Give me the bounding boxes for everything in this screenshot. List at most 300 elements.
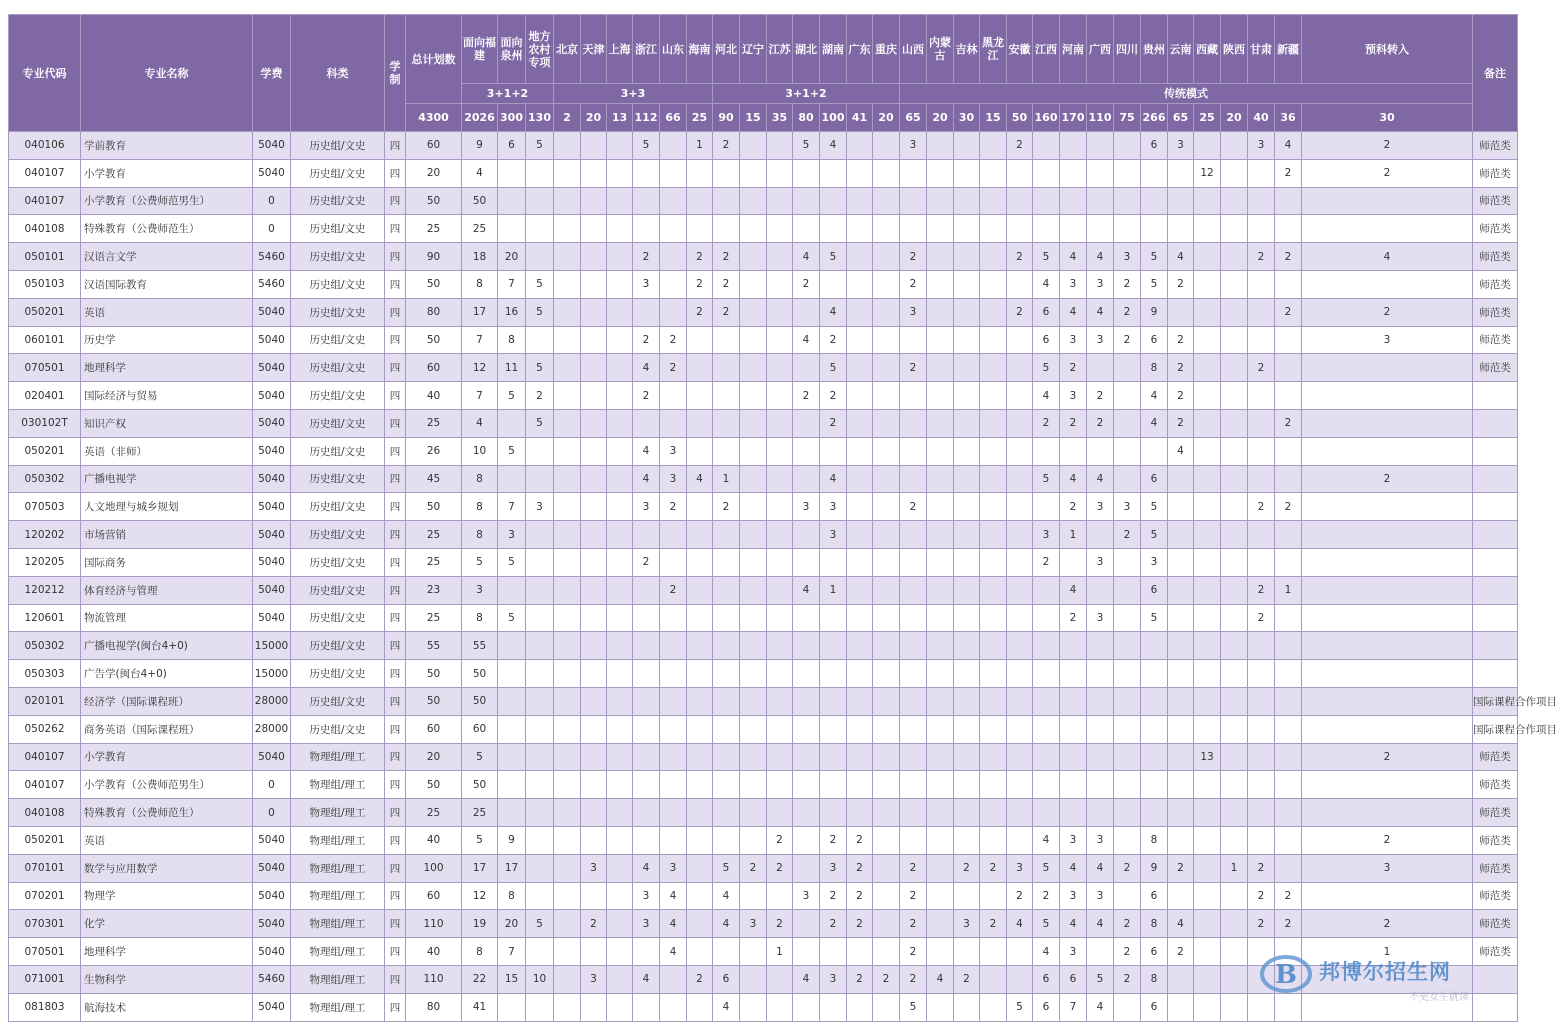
table-cell bbox=[793, 298, 820, 326]
table-cell bbox=[740, 687, 767, 715]
table-cell bbox=[900, 437, 927, 465]
table-cell bbox=[1221, 576, 1248, 604]
table-cell: 4 bbox=[1060, 576, 1087, 604]
table-cell bbox=[1221, 132, 1248, 160]
table-cell: 5 bbox=[498, 437, 526, 465]
header-column: 江苏 bbox=[767, 15, 793, 84]
table-cell: 50 bbox=[406, 493, 462, 521]
table-cell: 80 bbox=[406, 298, 462, 326]
table-cell: 7 bbox=[462, 382, 498, 410]
table-cell: 经济学（国际课程班） bbox=[81, 687, 253, 715]
table-cell: 2 bbox=[1168, 326, 1194, 354]
table-cell: 5 bbox=[1033, 854, 1060, 882]
table-cell: 050103 bbox=[9, 270, 81, 298]
table-cell bbox=[873, 604, 900, 632]
table-cell bbox=[873, 826, 900, 854]
table-cell: 3 bbox=[1060, 826, 1087, 854]
table-cell bbox=[1033, 215, 1060, 243]
table-cell: 2 bbox=[687, 270, 713, 298]
table-cell bbox=[660, 187, 687, 215]
table-cell: 2 bbox=[1033, 409, 1060, 437]
header-column: 预科转入 bbox=[1302, 15, 1473, 84]
table-cell: 6 bbox=[1141, 326, 1168, 354]
table-cell bbox=[1007, 771, 1033, 799]
table-cell: 2 bbox=[1007, 298, 1033, 326]
table-cell: 4 bbox=[793, 965, 820, 993]
table-cell bbox=[713, 409, 740, 437]
table-cell: 4 bbox=[820, 465, 847, 493]
table-cell: 3 bbox=[820, 521, 847, 549]
table-cell bbox=[687, 771, 713, 799]
table-cell bbox=[793, 854, 820, 882]
table-cell: 2 bbox=[820, 910, 847, 938]
table-cell bbox=[767, 576, 793, 604]
table-cell: 2 bbox=[1114, 910, 1141, 938]
table-cell bbox=[526, 799, 554, 827]
table-cell bbox=[847, 799, 873, 827]
table-cell bbox=[554, 826, 581, 854]
table-cell: 2 bbox=[1168, 854, 1194, 882]
table-cell bbox=[767, 771, 793, 799]
table-cell: 四 bbox=[385, 938, 406, 966]
table-cell bbox=[1060, 548, 1087, 576]
table-cell bbox=[1007, 938, 1033, 966]
table-cell: 四 bbox=[385, 771, 406, 799]
table-cell bbox=[633, 799, 660, 827]
table-cell bbox=[660, 799, 687, 827]
table-cell: 2 bbox=[900, 354, 927, 382]
table-cell bbox=[767, 243, 793, 271]
table-body bbox=[9, 132, 1557, 1022]
table-cell bbox=[1302, 799, 1473, 827]
table-cell bbox=[1221, 243, 1248, 271]
table-cell: 040107 bbox=[9, 771, 81, 799]
table-cell bbox=[767, 687, 793, 715]
table-cell bbox=[927, 882, 954, 910]
table-cell: 3 bbox=[820, 493, 847, 521]
table-cell bbox=[1248, 159, 1275, 187]
table-cell bbox=[554, 159, 581, 187]
table-cell: 2 bbox=[820, 382, 847, 410]
table-cell bbox=[633, 771, 660, 799]
table-cell: 6 bbox=[1141, 882, 1168, 910]
table-cell: 19 bbox=[462, 910, 498, 938]
table-cell bbox=[1248, 799, 1275, 827]
table-cell bbox=[581, 632, 607, 660]
table-cell: 6 bbox=[1141, 132, 1168, 160]
table-cell: 8 bbox=[462, 270, 498, 298]
table-cell: 3 bbox=[526, 493, 554, 521]
table-cell bbox=[1194, 548, 1221, 576]
table-cell: 2 bbox=[873, 965, 900, 993]
table-cell bbox=[660, 604, 687, 632]
table-cell: 1 bbox=[1221, 854, 1248, 882]
table-cell bbox=[873, 715, 900, 743]
table-cell: 5 bbox=[820, 354, 847, 382]
header-column: 山东 bbox=[660, 15, 687, 84]
table-cell: 英语 bbox=[81, 298, 253, 326]
table-cell bbox=[526, 826, 554, 854]
table-cell bbox=[1007, 354, 1033, 382]
table-cell bbox=[1114, 132, 1141, 160]
table-cell: 历史组/文史 bbox=[291, 409, 385, 437]
table-cell: 四 bbox=[385, 215, 406, 243]
table-cell bbox=[1087, 771, 1114, 799]
table-cell bbox=[607, 882, 633, 910]
header-column: 四川 bbox=[1114, 15, 1141, 84]
table-cell: 2 bbox=[954, 965, 980, 993]
table-cell bbox=[980, 993, 1007, 1021]
table-cell bbox=[980, 409, 1007, 437]
table-cell bbox=[1060, 687, 1087, 715]
table-cell bbox=[793, 465, 820, 493]
table-cell bbox=[633, 687, 660, 715]
table-cell bbox=[526, 465, 554, 493]
header-column: 甘肃 bbox=[1248, 15, 1275, 84]
table-cell: 国际课程合作项目 bbox=[1473, 687, 1518, 715]
table-cell: 5040 bbox=[253, 548, 291, 576]
table-cell: 国际经济与贸易 bbox=[81, 382, 253, 410]
table-cell: 5 bbox=[713, 854, 740, 882]
header-subtotal: 20 bbox=[1221, 104, 1248, 132]
table-cell: 四 bbox=[385, 910, 406, 938]
table-cell bbox=[633, 576, 660, 604]
table-cell bbox=[740, 993, 767, 1021]
table-cell: 航海技术 bbox=[81, 993, 253, 1021]
table-cell: 1 bbox=[1275, 576, 1302, 604]
table-cell bbox=[498, 743, 526, 771]
table-cell: 物理组/理工 bbox=[291, 882, 385, 910]
table-cell: 5 bbox=[526, 354, 554, 382]
table-cell bbox=[581, 493, 607, 521]
table-cell: 2 bbox=[1302, 910, 1473, 938]
table-cell bbox=[927, 854, 954, 882]
table-cell bbox=[1114, 382, 1141, 410]
table-cell bbox=[740, 826, 767, 854]
table-cell bbox=[847, 771, 873, 799]
table-cell: 5460 bbox=[253, 965, 291, 993]
table-cell bbox=[820, 604, 847, 632]
table-cell bbox=[1275, 826, 1302, 854]
table-cell: 120202 bbox=[9, 521, 81, 549]
header-subtotal: 30 bbox=[1302, 104, 1473, 132]
table-cell bbox=[633, 715, 660, 743]
table-cell: 8 bbox=[1141, 965, 1168, 993]
table-cell bbox=[740, 409, 767, 437]
table-cell bbox=[633, 521, 660, 549]
table-cell: 四 bbox=[385, 298, 406, 326]
table-cell bbox=[554, 604, 581, 632]
table-cell bbox=[1194, 604, 1221, 632]
table-cell: 5040 bbox=[253, 132, 291, 160]
table-cell bbox=[554, 132, 581, 160]
table-cell: 60 bbox=[406, 715, 462, 743]
table-cell bbox=[1248, 465, 1275, 493]
table-cell bbox=[713, 771, 740, 799]
table-cell bbox=[1221, 938, 1248, 966]
table-cell: 040106 bbox=[9, 132, 81, 160]
table-cell: 2 bbox=[581, 910, 607, 938]
table-cell: 3 bbox=[633, 270, 660, 298]
table-cell bbox=[633, 409, 660, 437]
table-cell: 2 bbox=[713, 132, 740, 160]
table-cell bbox=[687, 743, 713, 771]
table-cell: 5 bbox=[793, 132, 820, 160]
table-cell bbox=[767, 465, 793, 493]
header-column: 浙江 bbox=[633, 15, 660, 84]
table-cell bbox=[1007, 409, 1033, 437]
table-cell bbox=[740, 771, 767, 799]
table-cell: 13 bbox=[1194, 743, 1221, 771]
table-cell: 5 bbox=[1033, 465, 1060, 493]
table-cell: 4 bbox=[1168, 910, 1194, 938]
table-cell: 2 bbox=[820, 826, 847, 854]
table-cell: 45 bbox=[406, 465, 462, 493]
table-cell: 2 bbox=[1007, 882, 1033, 910]
table-cell: 8 bbox=[1141, 910, 1168, 938]
table-cell bbox=[526, 604, 554, 632]
table-cell: 2 bbox=[1114, 854, 1141, 882]
table-cell bbox=[1114, 771, 1141, 799]
table-cell: 物理组/理工 bbox=[291, 799, 385, 827]
table-cell: 040107 bbox=[9, 743, 81, 771]
table-cell: 5 bbox=[498, 382, 526, 410]
table-cell: 8 bbox=[462, 465, 498, 493]
table-cell bbox=[873, 159, 900, 187]
table-cell bbox=[767, 215, 793, 243]
table-cell: 4 bbox=[1302, 243, 1473, 271]
table-cell: 2 bbox=[633, 548, 660, 576]
table-cell bbox=[954, 660, 980, 688]
table-cell: 2 bbox=[767, 826, 793, 854]
table-cell: 4 bbox=[633, 854, 660, 882]
table-cell bbox=[1194, 576, 1221, 604]
table-cell: 师范类 bbox=[1473, 298, 1518, 326]
table-cell: 3 bbox=[1087, 604, 1114, 632]
table-cell bbox=[1194, 382, 1221, 410]
table-cell bbox=[687, 799, 713, 827]
table-cell: 英语（非师） bbox=[81, 437, 253, 465]
table-cell bbox=[927, 993, 954, 1021]
table-cell bbox=[1168, 826, 1194, 854]
table-cell: 师范类 bbox=[1473, 270, 1518, 298]
table-cell: 5 bbox=[526, 298, 554, 326]
table-cell bbox=[927, 771, 954, 799]
table-cell bbox=[607, 687, 633, 715]
table-cell bbox=[581, 576, 607, 604]
table-cell bbox=[954, 771, 980, 799]
table-cell: 3 bbox=[633, 493, 660, 521]
header-column: 新疆 bbox=[1275, 15, 1302, 84]
table-cell bbox=[581, 382, 607, 410]
table-cell: 四 bbox=[385, 854, 406, 882]
table-cell: 2 bbox=[1033, 882, 1060, 910]
table-cell bbox=[740, 132, 767, 160]
table-cell: 18 bbox=[462, 243, 498, 271]
table-cell bbox=[900, 826, 927, 854]
table-cell bbox=[740, 521, 767, 549]
table-cell bbox=[740, 437, 767, 465]
table-cell: 25 bbox=[462, 799, 498, 827]
table-cell: 1 bbox=[767, 938, 793, 966]
header-subtotal: 65 bbox=[1168, 104, 1194, 132]
table-cell bbox=[554, 576, 581, 604]
table-cell: 历史组/文史 bbox=[291, 132, 385, 160]
table-cell bbox=[1473, 382, 1518, 410]
table-cell bbox=[1302, 548, 1473, 576]
table-cell bbox=[927, 437, 954, 465]
table-cell: 5 bbox=[498, 604, 526, 632]
table-cell: 4 bbox=[1060, 298, 1087, 326]
table-cell bbox=[526, 938, 554, 966]
table-cell: 物理组/理工 bbox=[291, 938, 385, 966]
table-cell bbox=[526, 521, 554, 549]
table-cell: 4 bbox=[1087, 465, 1114, 493]
table-cell: 4 bbox=[1033, 938, 1060, 966]
table-cell bbox=[873, 382, 900, 410]
table-cell: 6 bbox=[1033, 993, 1060, 1021]
table-cell bbox=[1033, 715, 1060, 743]
table-cell: 11 bbox=[498, 354, 526, 382]
table-cell bbox=[873, 354, 900, 382]
table-cell: 英语 bbox=[81, 826, 253, 854]
table-cell: 3 bbox=[740, 910, 767, 938]
table-cell: 国际课程合作项目 bbox=[1473, 715, 1518, 743]
table-cell bbox=[1168, 965, 1194, 993]
table-cell: 4 bbox=[462, 409, 498, 437]
table-cell bbox=[660, 715, 687, 743]
table-cell bbox=[847, 521, 873, 549]
table-cell bbox=[607, 910, 633, 938]
table-cell: 80 bbox=[406, 993, 462, 1021]
table-cell: 1 bbox=[687, 132, 713, 160]
table-cell: 4 bbox=[1060, 465, 1087, 493]
table-cell: 070501 bbox=[9, 354, 81, 382]
table-cell: 3 bbox=[954, 910, 980, 938]
table-cell bbox=[1087, 437, 1114, 465]
table-cell: 25 bbox=[406, 799, 462, 827]
table-cell: 5 bbox=[1141, 270, 1168, 298]
table-cell: 3 bbox=[1114, 243, 1141, 271]
table-cell bbox=[873, 854, 900, 882]
table-cell bbox=[1221, 521, 1248, 549]
table-cell bbox=[820, 632, 847, 660]
table-cell bbox=[1221, 882, 1248, 910]
table-cell bbox=[1302, 409, 1473, 437]
table-cell: 070503 bbox=[9, 493, 81, 521]
table-cell bbox=[1114, 576, 1141, 604]
table-cell bbox=[793, 354, 820, 382]
table-cell bbox=[767, 298, 793, 326]
table-cell: 23 bbox=[406, 576, 462, 604]
table-cell bbox=[1060, 132, 1087, 160]
header-name: 专业名称 bbox=[81, 15, 253, 132]
header-subtotal: 266 bbox=[1141, 104, 1168, 132]
table-cell bbox=[793, 604, 820, 632]
table-cell: 20 bbox=[498, 910, 526, 938]
table-cell bbox=[660, 632, 687, 660]
table-cell bbox=[1114, 437, 1141, 465]
table-cell bbox=[1275, 854, 1302, 882]
table-cell: 四 bbox=[385, 326, 406, 354]
table-cell bbox=[793, 548, 820, 576]
table-cell: 40 bbox=[406, 938, 462, 966]
table-cell: 3 bbox=[820, 965, 847, 993]
table-cell bbox=[900, 382, 927, 410]
table-cell bbox=[554, 882, 581, 910]
table-cell: 4 bbox=[660, 938, 687, 966]
table-cell bbox=[900, 465, 927, 493]
table-cell bbox=[1275, 465, 1302, 493]
table-cell: 师范类 bbox=[1473, 159, 1518, 187]
table-cell bbox=[767, 993, 793, 1021]
table-cell bbox=[1302, 771, 1473, 799]
table-cell: 5 bbox=[498, 548, 526, 576]
table-cell: 3 bbox=[1087, 326, 1114, 354]
table-cell bbox=[793, 799, 820, 827]
table-cell bbox=[820, 799, 847, 827]
table-cell bbox=[1248, 687, 1275, 715]
table-cell bbox=[1473, 465, 1518, 493]
table-cell bbox=[607, 132, 633, 160]
table-cell bbox=[927, 382, 954, 410]
table-cell bbox=[1194, 326, 1221, 354]
table-cell bbox=[767, 159, 793, 187]
table-cell bbox=[1275, 521, 1302, 549]
table-cell: 2 bbox=[900, 854, 927, 882]
table-cell bbox=[900, 576, 927, 604]
table-cell bbox=[793, 715, 820, 743]
table-cell: 5460 bbox=[253, 243, 291, 271]
table-cell bbox=[498, 409, 526, 437]
header-group: 3+3 bbox=[554, 84, 713, 104]
table-cell: 2 bbox=[660, 326, 687, 354]
table-cell bbox=[607, 382, 633, 410]
table-cell: 5460 bbox=[253, 270, 291, 298]
table-cell bbox=[980, 326, 1007, 354]
table-cell bbox=[954, 159, 980, 187]
table-cell bbox=[954, 270, 980, 298]
table-cell bbox=[1087, 159, 1114, 187]
table-cell: 5040 bbox=[253, 826, 291, 854]
table-cell bbox=[954, 826, 980, 854]
table-row bbox=[9, 354, 1518, 382]
table-cell: 四 bbox=[385, 576, 406, 604]
table-cell bbox=[1007, 715, 1033, 743]
table-cell bbox=[1007, 743, 1033, 771]
header-column: 广西 bbox=[1087, 15, 1114, 84]
table-cell bbox=[767, 521, 793, 549]
table-cell bbox=[847, 354, 873, 382]
table-row bbox=[9, 270, 1518, 298]
table-cell bbox=[927, 548, 954, 576]
table-cell bbox=[767, 326, 793, 354]
table-cell bbox=[1275, 382, 1302, 410]
table-cell bbox=[954, 493, 980, 521]
table-cell: 3 bbox=[462, 576, 498, 604]
table-cell bbox=[1473, 632, 1518, 660]
table-cell bbox=[687, 882, 713, 910]
table-cell: 3 bbox=[1060, 326, 1087, 354]
table-cell bbox=[1114, 354, 1141, 382]
table-cell bbox=[873, 910, 900, 938]
table-cell bbox=[498, 632, 526, 660]
table-cell: 数学与应用数学 bbox=[81, 854, 253, 882]
table-cell: 5040 bbox=[253, 882, 291, 910]
table-cell: 20 bbox=[406, 159, 462, 187]
table-cell: 2 bbox=[820, 409, 847, 437]
table-cell bbox=[954, 243, 980, 271]
